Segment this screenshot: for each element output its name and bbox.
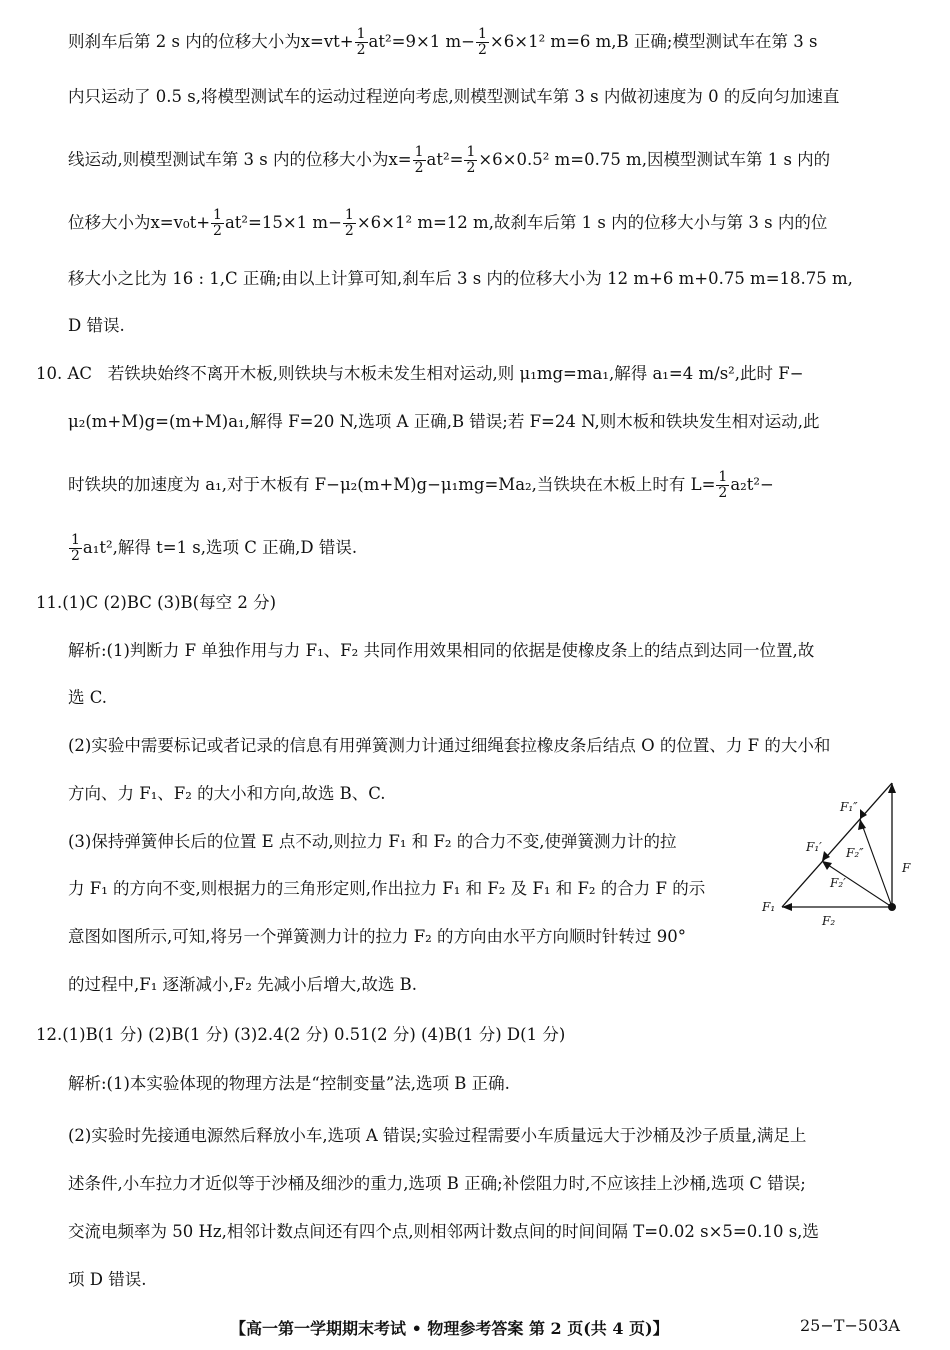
text-run: 时铁块的加速度为 a₁,对于木板有 F−μ₂(m+M)g−μ₁mg=Ma₂,当铁块在木板上时有 L= (68, 475, 716, 494)
label-F2: F₂ (822, 914, 836, 928)
text-line: 解析:(1)本实验体现的物理方法是“控制变量”法,选项 B 正确. (68, 1074, 510, 1093)
label-F1: F₁ (762, 900, 776, 914)
force-triangle-svg (752, 775, 920, 935)
text-line: μ₂(m+M)g=(m+M)a₁,解得 F=20 N,选项 A 正确,B 错误;若 F=24 N,则木板和铁块发生相对运动,此 (68, 412, 820, 431)
text-run: a₂t²− (730, 475, 774, 494)
page-footer-title: 【高一第一学期期末考试 • 物理参考答案 第 2 页(共 4 页)】 (230, 1319, 669, 1338)
question-number: 12. (36, 1025, 63, 1044)
text-line (68, 27, 817, 58)
force-triangle-diagram (752, 775, 920, 935)
text-line: 力 F₁ 的方向不变,则根据力的三角形定则,作出拉力 F₁ 和 F₂ 及 F₁ 和 F₂ 的合力 F 的示 (68, 879, 706, 898)
text-line: 选 C. (68, 688, 108, 707)
text-line: (2)实验时先接通电源然后释放小车,选项 A 错误;实验过程需要小车质量远大于沙桶及沙子质量,满足上 (68, 1126, 807, 1145)
text-line: 内只运动了 0.5 s,将模型测试车的运动过程逆向考虑,则模型测试车第 3 s 内做初速度为 0 的反向匀加速直 (68, 87, 840, 106)
arrow-head-icon (860, 809, 867, 819)
text-line (68, 533, 357, 564)
text-line: D 错误. (68, 316, 125, 335)
label-F1pp: F₁″ (840, 800, 858, 814)
label-F1p: F₁′ (806, 840, 822, 854)
equation: at²= (426, 150, 464, 169)
text-run: 若铁块始终不离开木板,则铁块与木板未发生相对运动,则 μ₁mg=ma₁,解得 a₁=4 m/s²,此时 F− (107, 364, 804, 383)
arrow-head-icon (822, 861, 832, 870)
page-footer-code: 25−T−503A (800, 1316, 900, 1335)
text-line: 的过程中,F₁ 逐渐减小,F₂ 先减小后增大,故选 B. (68, 975, 417, 994)
question-11 (36, 591, 276, 615)
text-line: (3)保持弹簧伸长后的位置 E 点不动,则拉力 F₁ 和 F₂ 的合力不变,使弹簧测力计的拉 (68, 832, 677, 851)
fraction: $\frac{1}{2}$ (213, 207, 222, 239)
text-run: 则刹车后第 2 s 内的位移大小为 (68, 32, 301, 51)
force-F2pp-line (860, 819, 892, 907)
question-number: 11. (36, 593, 63, 612)
fraction: $\frac{1}{2}$ (466, 144, 476, 176)
fraction: $\frac{1}{2}$ (478, 26, 487, 58)
equation: x=v₀t+ (150, 213, 211, 232)
equation: x= (388, 150, 412, 169)
answer-key: (1)C (2)BC (3)B(每空 2 分) (62, 593, 277, 612)
text-line: 移大小之比为 16 : 1,C 正确;由以上计算可知,刹车后 3 s 内的位移大小为 12 m+6 m+0.75 m=18.75 m, (68, 269, 853, 288)
question-10 (36, 362, 804, 386)
node-point (888, 903, 896, 911)
label-F2p: F₂′ (830, 876, 846, 890)
text-line (68, 208, 827, 239)
fraction: $\frac{1}{2}$ (71, 532, 80, 564)
label-F2pp: F₂″ (846, 846, 864, 860)
text-run: 线运动,则模型测试车第 3 s 内的位移大小为 (68, 150, 389, 169)
answer-key: (1)B(1 分) (2)B(1 分) (3)2.4(2 分) 0.51(2 分) (4)B(1 分) D(1 分) (62, 1025, 566, 1044)
equation: at²=15×1 m− (224, 213, 342, 232)
text-line: 项 D 错误. (68, 1270, 147, 1289)
text-line: (2)实验中需要标记或者记录的信息有用弹簧测力计通过细绳套拉橡皮条后结点 O 的位置、力 F 的大小和 (68, 736, 831, 755)
text-run: ×6×0.5² m=0.75 m,因模型测试车第 1 s 内的 (478, 150, 831, 169)
equation: at²=9×1 m− (368, 32, 475, 51)
question-12 (36, 1023, 565, 1047)
fraction: $\frac{1}{2}$ (356, 26, 366, 58)
arrow-head-icon (782, 903, 792, 911)
text-run: a₁t²,解得 t=1 s,选项 C 正确,D 错误. (82, 538, 358, 557)
arrow-head-icon (888, 783, 896, 793)
text-run: ×6×1² m=6 m,B 正确;模型测试车在第 3 s (489, 32, 818, 51)
label-F: F (902, 861, 911, 875)
text-line (68, 470, 774, 501)
text-line: 解析:(1)判断力 F 单独作用与力 F₁、F₂ 共同作用效果相同的依据是使橡皮条上的结点到达同一位置,故 (68, 641, 815, 660)
question-number: 10. AC (36, 364, 93, 383)
arrow-head-icon (822, 851, 830, 861)
text-line: 交流电频率为 50 Hz,相邻计数点间还有四个点,则相邻两计数点间的时间间隔 T=0.02 s×5=0.10 s,选 (68, 1222, 819, 1241)
text-run: ×6×1² m=12 m,故刹车后第 1 s 内的位移大小与第 3 s 内的位 (356, 213, 828, 232)
text-line: 意图如图所示,可知,将另一个弹簧测力计的拉力 F₂ 的方向由水平方向顺时针转过 90° (68, 927, 687, 946)
text-line (68, 145, 830, 176)
text-line: 方向、力 F₁、F₂ 的大小和方向,故选 B、C. (68, 784, 386, 803)
equation: x=vt+ (300, 32, 354, 51)
fraction: $\frac{1}{2}$ (344, 207, 354, 239)
fraction: $\frac{1}{2}$ (718, 469, 728, 501)
text-run: 位移大小为 (68, 213, 151, 232)
fraction: $\frac{1}{2}$ (414, 144, 424, 176)
text-line: 述条件,小车拉力才近似等于沙桶及细沙的重力,选项 B 正确;补偿阻力时,不应该挂上沙桶,选项 C 错误; (68, 1174, 806, 1193)
